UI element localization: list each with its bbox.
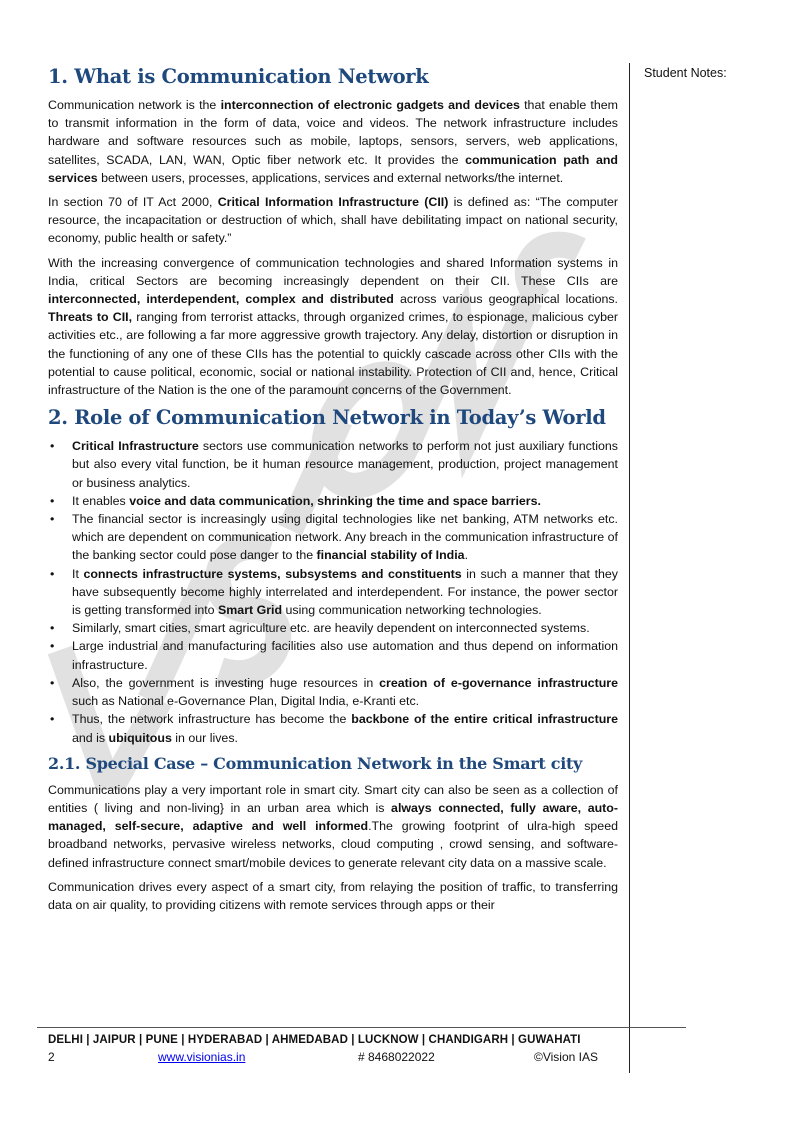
page-footer bbox=[48, 1034, 608, 1068]
section-2-1-paragraph-1: Communications play a very important role in smart city. Smart city can also be seen as a collection of entities ( living and non-living} in an urban area which is always connected, fully aware, auto-managed, self-secure, adaptive and well informed.The growing footprint of ulra-high speed broadband networks, pervasive wireless networks, cloud computing , crowd sensing, and software-defined infrastructure connect smart/mobile devices to generate relevant city data on a massive scale. bbox=[48, 782, 618, 870]
bullet-item: • Large industrial and manufacturing facilities also use automation and thus depend on information infrastructure. bbox=[48, 637, 618, 673]
section-2-1-heading: 2.1. Special Case – Communication Network in the Smart city bbox=[48, 753, 583, 773]
section-1-paragraph-2: In section 70 of IT Act 2000, Critical Information Infrastructure (CII) is defined as: “The computer resource, the incapacitation or destruction of which, shall have debilitating impact on national security, economy, public health or safety.” bbox=[48, 195, 619, 246]
bullet-item: • Critical Infrastructure sectors use communication networks to perform not just auxiliary functions but also every vital function, be it human resource management, production, project management or business analytics. bbox=[48, 437, 618, 492]
main-content bbox=[48, 64, 618, 920]
section-1-paragraph-1: Communication network is the interconnection of electronic gadgets and devices that enable them to transmit information in the form of data, voice and videos. The network infrastructure includes hardware and software resources such as mobile, laptops, sensors, servers, web applications, satellites, SCADA, LAN, WAN, Optic fiber network etc. It provides the communication path and services between users, processes, applications, services and external networks/the internet. bbox=[48, 98, 618, 185]
student-notes-label: Student Notes: bbox=[644, 66, 727, 80]
page-number: 2 bbox=[48, 1050, 55, 1064]
bullet-item: • The financial sector is increasingly using digital technologies like net banking, ATM networks etc. which are dependent on communication network. Any breach in the communication infrastructure of the banking sector could pose danger to the financial stability of India. bbox=[48, 510, 618, 565]
bullet-item: • Also, the government is investing huge resources in creation of e-governance infrastructure such as National e-Governance Plan, Digital India, e-Kranti etc. bbox=[48, 674, 618, 710]
bullet-item: • It connects infrastructure systems, subsystems and constituents in such a manner that they have subsequently become highly interrelated and interdependent. For instance, the power sector is getting transformed into Smart Grid using communication networking technologies. bbox=[48, 565, 618, 620]
bullet-item: • Thus, the network infrastructure has become the backbone of the entire critical infrastructure and is ubiquitous in our lives. bbox=[48, 710, 618, 746]
notes-divider bbox=[629, 63, 630, 1073]
website-link[interactable]: www.visionias.in bbox=[158, 1050, 246, 1064]
section-2-1-paragraph-2: Communication drives every aspect of a smart city, from relaying the position of traffic, to transferring data on air quality, to providing citizens with remote services through apps or their bbox=[48, 879, 618, 912]
footer-cities: DELHI | JAIPUR | PUNE | HYDERABAD | AHMEDABAD | LUCKNOW | CHANDIGARH | GUWAHATI bbox=[48, 1034, 581, 1046]
section-2-bullet-list bbox=[48, 437, 618, 746]
bullet-item: • It enables voice and data communication, shrinking the time and space barriers. bbox=[48, 492, 618, 510]
bullet-item: • Similarly, smart cities, smart agriculture etc. are heavily dependent on interconnected systems. bbox=[48, 619, 618, 637]
section-2-heading: 2. Role of Communication Network in Today’s World bbox=[48, 406, 606, 430]
section-1-heading: 1. What is Communication Network bbox=[48, 65, 429, 88]
phone-number: # 8468022022 bbox=[358, 1050, 435, 1064]
section-1-paragraph-3: With the increasing convergence of communication technologies and shared Information systems in India, critical Sectors are becoming increasingly dependent on their CII. These CIIs are interconnected, interdependent, complex and distributed across various geographical locations. Threats to CII, ranging from terrorist attacks, through organized crimes, to espionage, malicious cyber activities etc., are following a far more aggressive growth trajectory. Any delay, distortion or disruption in the functioning of any one of these CIIs has the potential to quickly cascade across other CIIs with the potential to cause political, economic, social or national instability. Protection of CII and, hence, Critical infrastructure of the Nation is the one of the paramount concerns of the Government. bbox=[48, 255, 619, 398]
footer-row bbox=[48, 1050, 608, 1068]
footer-rule bbox=[37, 1027, 686, 1028]
copyright: ©Vision IAS bbox=[534, 1050, 598, 1064]
